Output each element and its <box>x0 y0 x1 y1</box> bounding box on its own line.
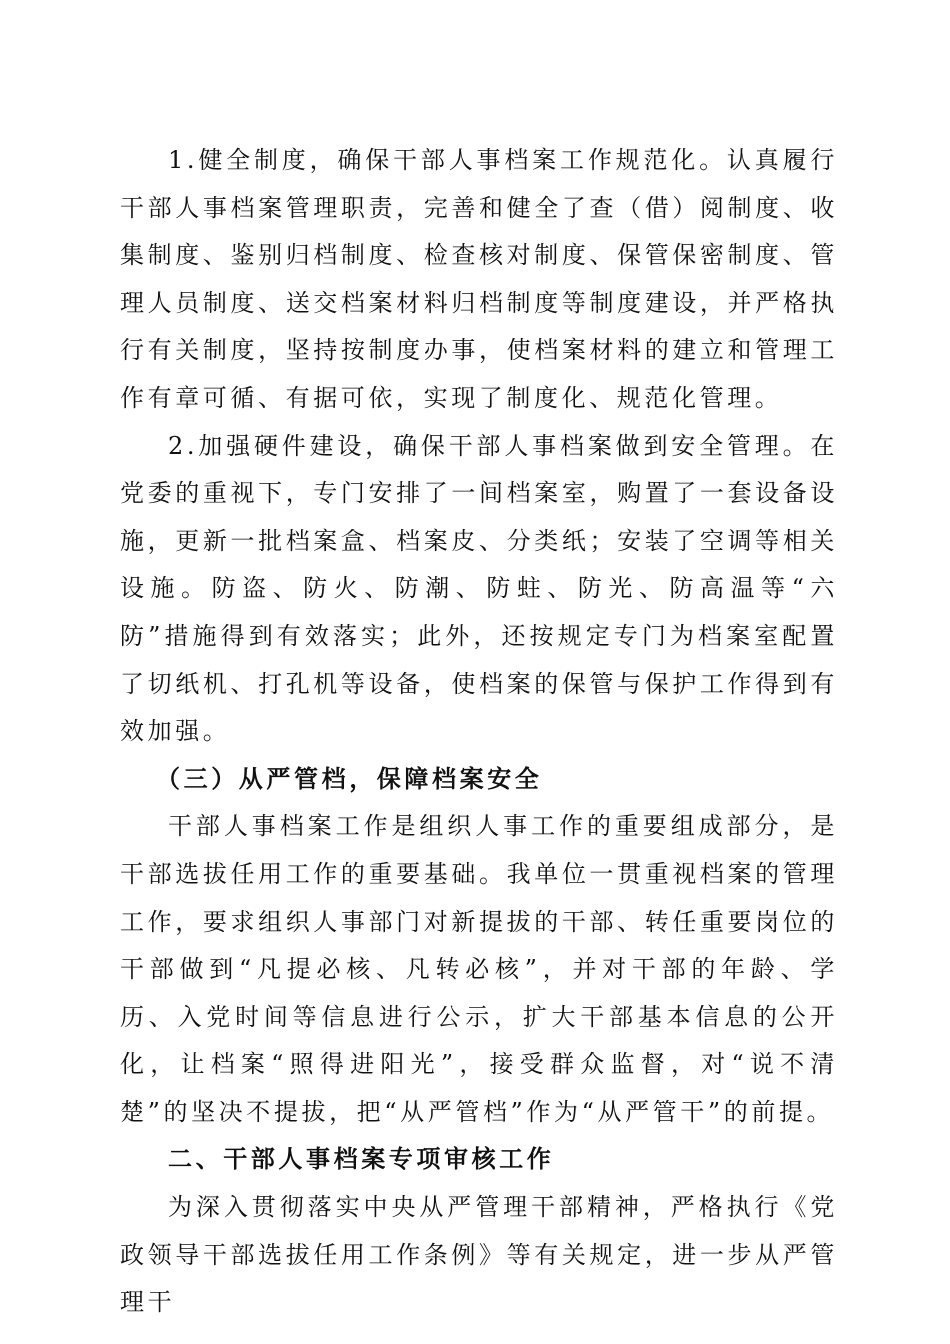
paragraph-institution-building: 1.健全制度，确保干部人事档案工作规范化。认真履行干部人事档案管理职责，完善和健全了查（借）阅制度、收集制度、鉴别归档制度、检查核对制度、保管保密制度、管理人员制度、送交档案材料归档制度等制度建设，并严格执行有关制度，坚持按制度办事，使档案材料的建立和管理工作有章可循、有据可依，实现了制度化、规范化管理。 <box>120 146 838 412</box>
section-subheading-strict-management: （三）从严管档，保障档案安全 <box>156 764 543 793</box>
paragraph-strict-management: 干部人事档案工作是组织人事工作的重要组成部分，是干部选拔任用工作的重要基础。我单位一贯重视档案的管理工作，要求组织人事部门对新提拔的干部、转任重要岗位的干部做到“凡提必核、凡转必核”，并对干部的年龄、学历、入党时间等信息进行公示，扩大干部基本信息的公开化，让档案“照得进阳光”，接受群众监督，对“说不清楚”的坚决不提拔，把“从严管档”作为“从严管干”的前提。 <box>120 812 838 1126</box>
paragraph-hardware-building: 2.加强硬件建设，确保干部人事档案做到安全管理。在党委的重视下，专门安排了一间档案室，购置了一套设备设施，更新一批档案盒、档案皮、分类纸；安装了空调等相关设施。防盗、防火、防潮、防蛀、防光、防高温等“六防”措施得到有效落实；此外，还按规定专门为档案室配置了切纸机、打孔机等设备，使档案的保管与保护工作得到有效加强。 <box>120 431 838 746</box>
paragraph-special-review-intro: 为深入贯彻落实中央从严管理干部精神，严格执行《党政领导干部选拔任用工作条例》等有关规定，进一步从严管理干 <box>120 1193 838 1317</box>
section-heading-special-review: 二、干部人事档案专项审核工作 <box>168 1145 555 1174</box>
document-body <box>120 137 838 1327</box>
